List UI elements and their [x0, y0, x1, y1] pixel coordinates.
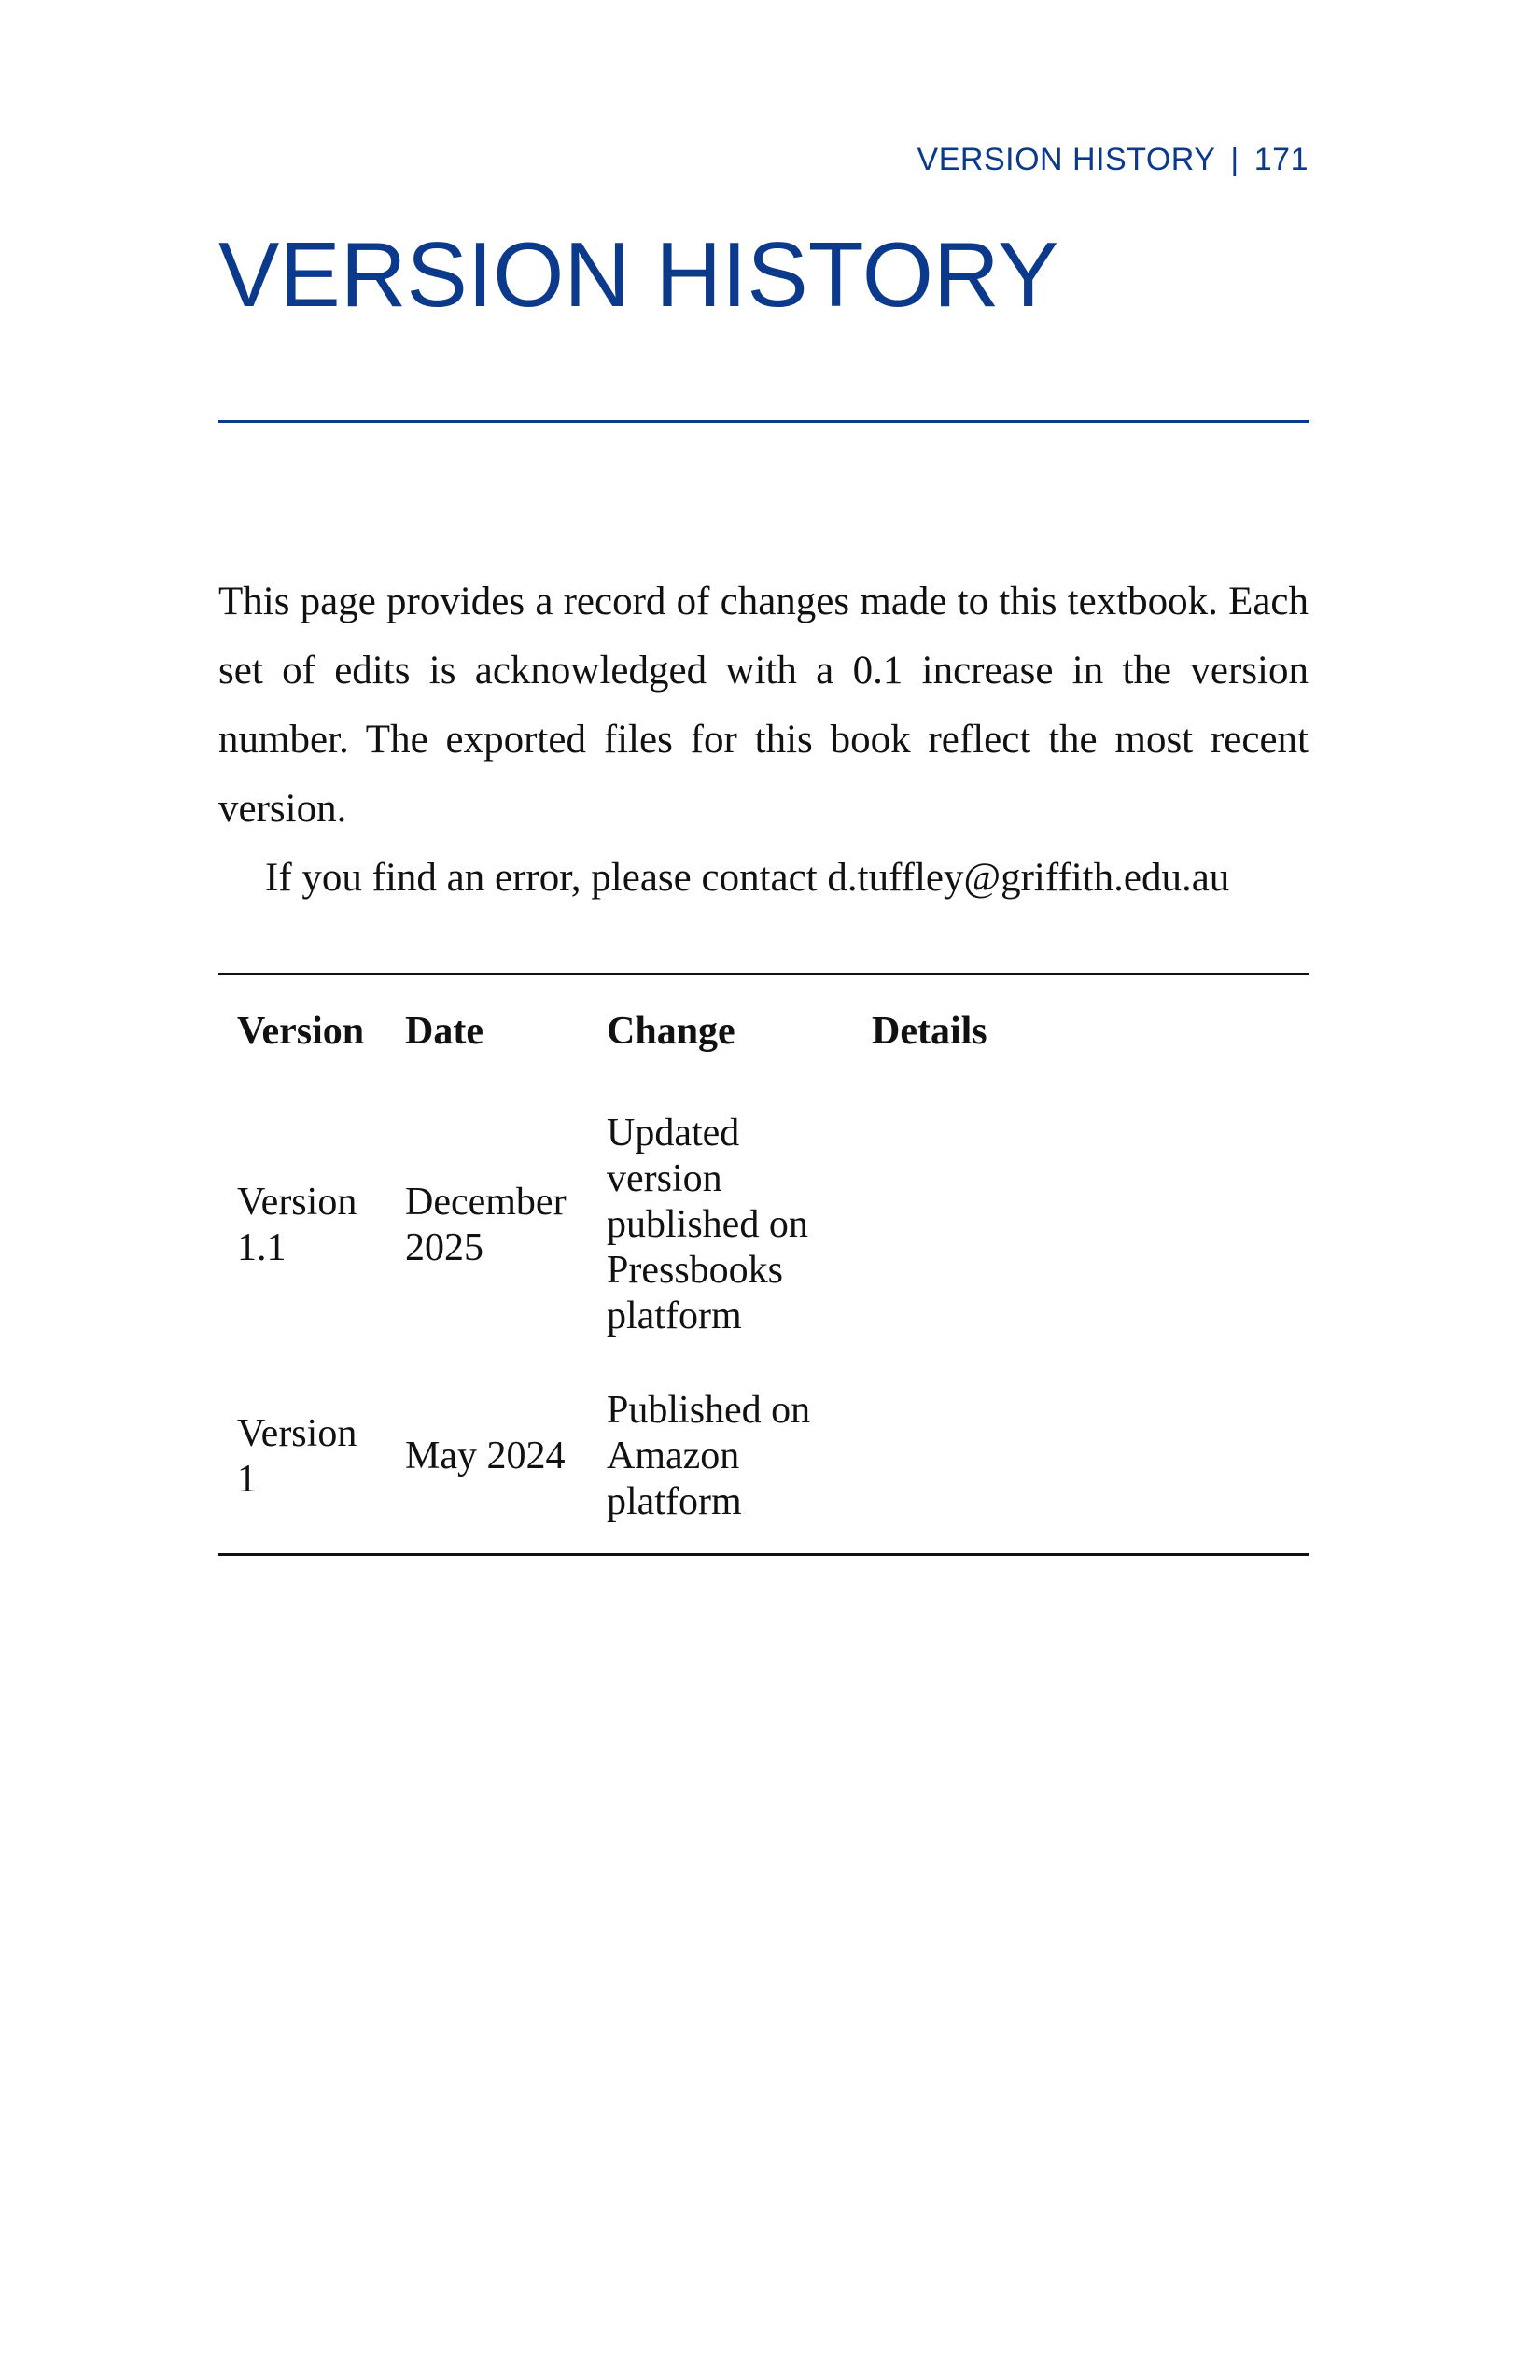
cell-change: Published on Amazon platform [607, 1389, 811, 1523]
column-header-details: Details [872, 1010, 987, 1053]
cell-version: Version 1.1 [237, 1180, 357, 1269]
page-title: VERSION HISTORY [218, 223, 1059, 326]
column-header-date: Date [405, 1010, 483, 1053]
column-header-version: Version [237, 1010, 365, 1053]
running-header-separator: | [1230, 142, 1239, 177]
cell-version: Version 1 [237, 1411, 357, 1501]
table-row [218, 1090, 1309, 1367]
cell-details [853, 1090, 1309, 1367]
contact-paragraph: If you find an error, please contact d.tuffley@griffith.edu.au [265, 856, 1230, 900]
running-header-title: VERSION HISTORY [917, 142, 1216, 177]
cell-date: May 2024 [405, 1435, 566, 1477]
title-divider [218, 420, 1309, 423]
page-number: 171 [1253, 142, 1309, 177]
cell-details [853, 1367, 1309, 1555]
column-header-change: Change [607, 1010, 735, 1053]
cell-change: Updated version published on Pressbooks platform [607, 1112, 808, 1337]
version-history-table [218, 973, 1309, 1556]
table-header-row [218, 974, 1309, 1091]
table-row [218, 1367, 1309, 1555]
intro-paragraph: This page provides a record of changes made to this textbook. Each set of edits is acknowledged with a 0.1 increase in the version number. The exported files for this book reflect the most recent version. [218, 580, 1309, 831]
running-header [917, 142, 1309, 178]
cell-date: December 2025 [405, 1180, 567, 1269]
intro-text [218, 567, 1309, 913]
